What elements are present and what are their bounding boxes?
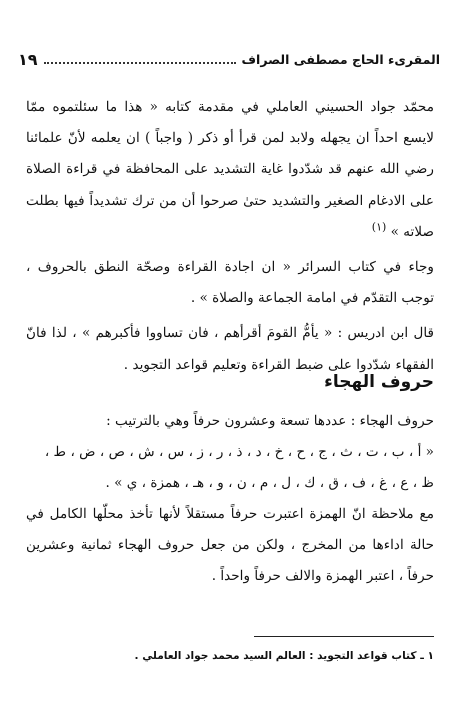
footnote: ١ ـ كتاب قواعد التجويد : العالم السيد محمد جواد العاملي . <box>134 650 434 662</box>
main-text <box>26 92 434 381</box>
page-number: ١٩ <box>18 49 38 69</box>
footnote-reference: (١) <box>371 220 387 234</box>
alphabet-line-2: ظ ، ع ، غ ، ف ، ق ، ك ، ل ، م ، ن ، و ، هـ ، همزة ، ي » . <box>105 475 434 491</box>
header-dot-leader <box>44 54 236 64</box>
section-intro: حروف الهجاء : عددها تسعة وعشرون حرفاً وهي بالترتيب : <box>106 413 434 429</box>
page-header <box>18 48 440 70</box>
paragraph-1-text: محمّد جواد الحسيني العاملي في مقدمة كتابه « هذا ما سئلتموه ممّا لايسع احداً ان يجهله ولابد لمن قرأ أو ذكر ( واجباً ) ان يعلمه لأنّ علمائنا رضي الله عنهم قد شدّدوا غاية التشديد على المحافظة في قراءة الصلاة على الادغام الصغير والتشديد حتىٰ صرحوا أن من ترك تشديداً فيها بطلت صلاته » <box>26 99 434 240</box>
paragraph-3: قال ابن ادريس : « يأمُّ القومَ أقرأهم ، فان تساووا فأكبرهم » ، لذا فانّ الفقهاء شدّدوا على ضبط القراءة وتعليم قواعد التجويد . <box>26 325 434 373</box>
alphabet-line-1: « أ ، ب ، ت ، ث ، ج ، ح ، خ ، د ، ذ ، ر ، ز ، س ، ش ، ص ، ض ، ط ، <box>44 444 434 460</box>
paragraph-2: وجاء في كتاب السرائر « ان اجادة القراءة وصحّة النطق بالحروف ، توجب التقدّم في امامة الجماعة والصلاة » . <box>26 259 434 307</box>
running-title: المقرىء الحاج مصطفى الصراف <box>241 51 440 67</box>
footnote-divider <box>254 636 434 637</box>
paragraph-1 <box>26 92 434 248</box>
section-text <box>26 406 434 592</box>
section-heading: حروف الهجاء <box>324 372 434 392</box>
section-note: مع ملاحظة انّ الهمزة اعتبرت حرفاً مستقلاً لأنها تأخذ محلّها الكامل في حالة اداءها من المخرج ، ولكن من جعل حروف الهجاء ثمانية وعشرين حرفاً ، اعتبر الهمزة والالف حرفاً واحداً . <box>26 506 434 584</box>
